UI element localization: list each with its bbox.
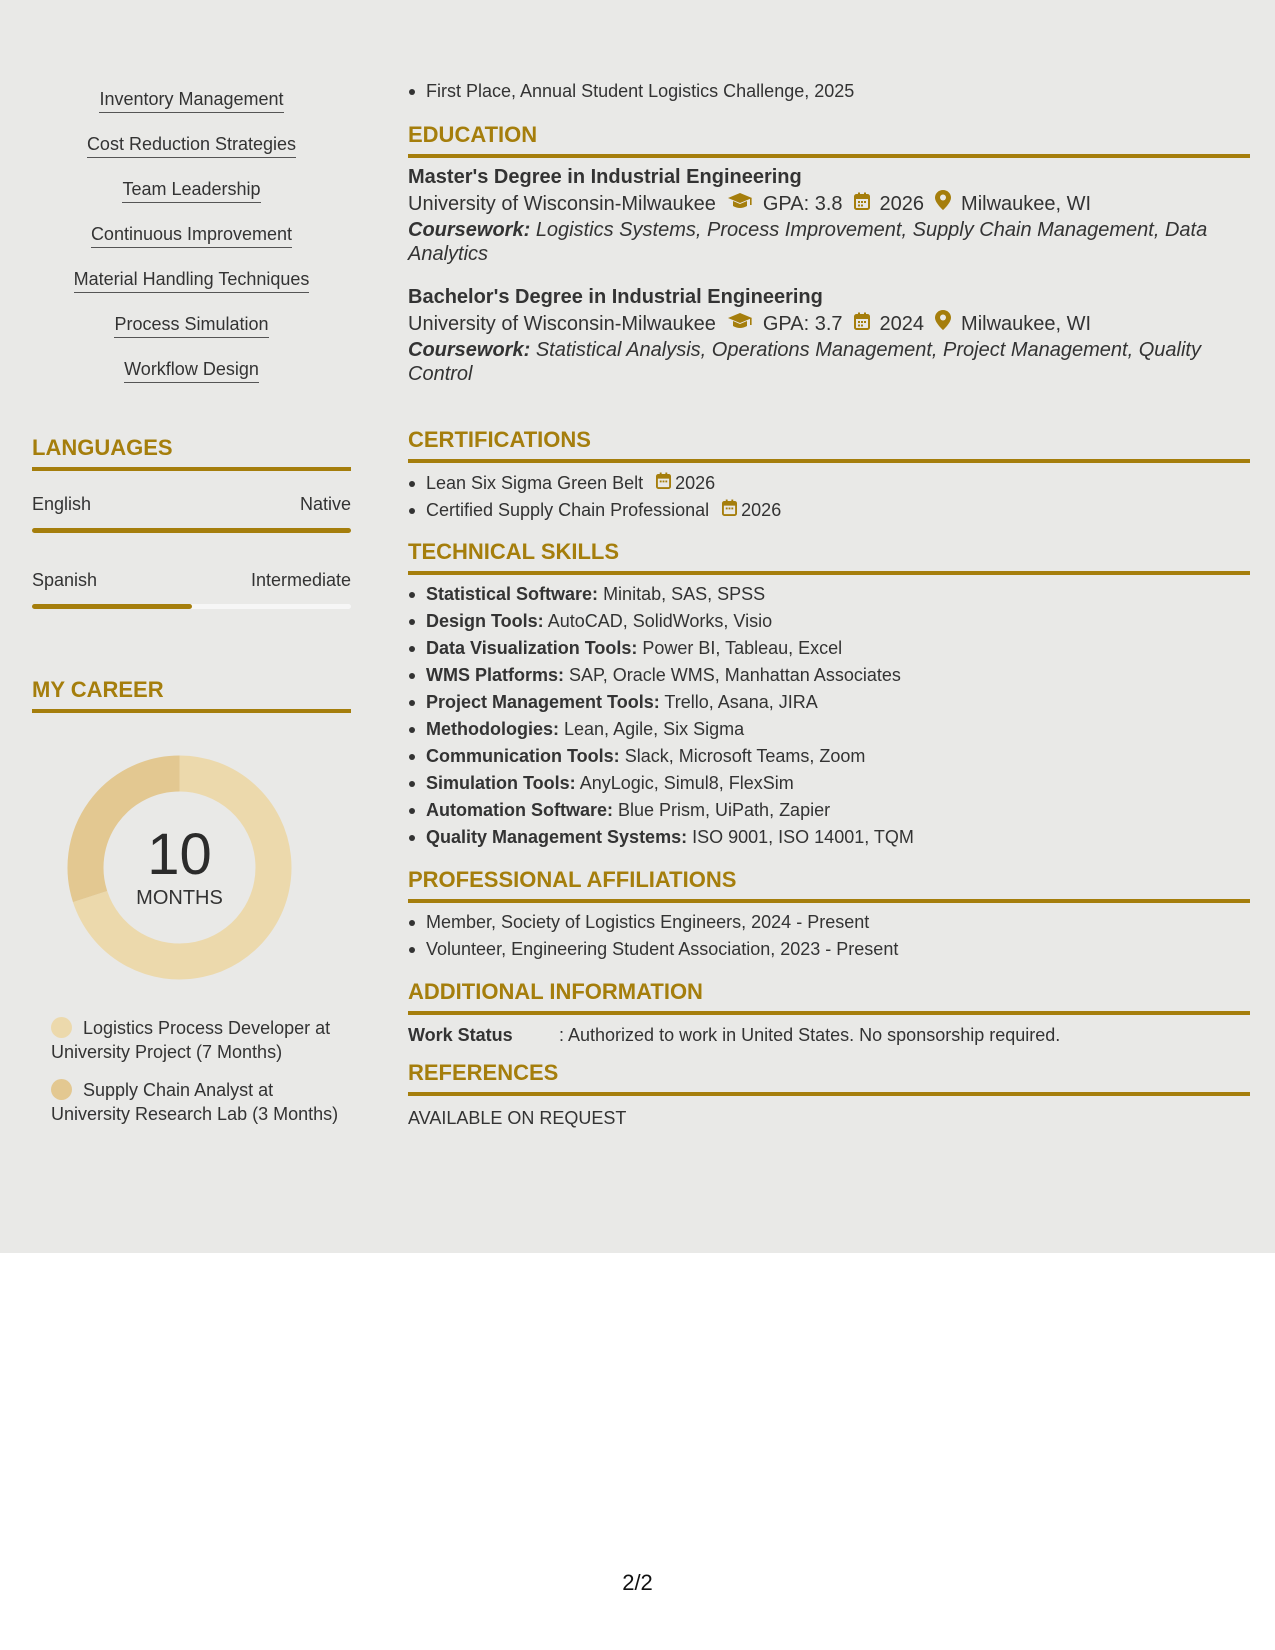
education-title: EDUCATION: [408, 122, 538, 147]
section-divider: [408, 1092, 1250, 1096]
career-title: MY CAREER: [32, 677, 164, 702]
affiliations-section: [408, 867, 1250, 963]
skill-values: Minitab, SAS, SPSS: [603, 584, 766, 604]
calendar-icon: [722, 497, 737, 524]
certification-year: 2026: [741, 500, 782, 520]
technical-skill-item: [408, 662, 1250, 689]
career-legend-label: Logistics Process Developer at University Project (7 Months): [51, 1018, 331, 1062]
skill-label: Inventory Management: [99, 88, 283, 113]
skill-item: [32, 223, 351, 268]
career-legend-item: [51, 1078, 341, 1126]
calendar-icon: [854, 190, 870, 218]
language-bar-fill: [32, 604, 192, 609]
skill-values: Trello, Asana, JIRA: [664, 692, 818, 712]
graduation-cap-icon: [727, 190, 753, 218]
career-total: 10: [147, 822, 212, 887]
certification-year: 2026: [675, 473, 716, 493]
skill-item: [32, 313, 351, 358]
career-legend-item: [51, 1016, 341, 1064]
technical-skills-section: [408, 539, 1250, 851]
school-location: Milwaukee, WI: [961, 313, 1092, 335]
skill-category: Data Visualization Tools:: [426, 638, 638, 658]
language-item: [32, 569, 351, 609]
coursework-label: Coursework:: [408, 339, 531, 361]
technical-skill-item: [408, 716, 1250, 743]
work-status-label: Work Status: [408, 1025, 513, 1045]
section-divider: [408, 154, 1250, 158]
legend-dot: [51, 1017, 72, 1038]
language-bar-fill: [32, 528, 351, 533]
degree-title: Master's Degree in Industrial Engineering: [408, 166, 802, 188]
certifications-title: CERTIFICATIONS: [408, 427, 591, 452]
skill-values: Power BI, Tableau, Excel: [642, 638, 843, 658]
technical-skills-title: TECHNICAL SKILLS: [408, 539, 620, 564]
skill-category: Automation Software:: [426, 800, 613, 820]
skill-label: Material Handling Techniques: [74, 268, 310, 293]
skill-values: Slack, Microsoft Teams, Zoom: [624, 746, 866, 766]
skill-label: Team Leadership: [122, 178, 260, 203]
career-section: [32, 677, 351, 713]
skill-category: Methodologies:: [426, 719, 559, 739]
coursework: [408, 218, 1250, 266]
degree-title: Bachelor's Degree in Industrial Engineering: [408, 286, 823, 308]
degree-details: [408, 190, 1250, 218]
education-section: [408, 122, 1250, 386]
graduation-year: 2024: [879, 313, 925, 335]
affiliations-title: PROFESSIONAL AFFILIATIONS: [408, 867, 737, 892]
skill-values: Blue Prism, UiPath, Zapier: [618, 800, 831, 820]
technical-skill-item: [408, 797, 1250, 824]
references-section: [408, 1060, 1250, 1130]
map-pin-icon: [935, 310, 951, 338]
work-status-value: : Authorized to work in United States. No sponsorship required.: [559, 1025, 1061, 1045]
technical-skill-item: [408, 608, 1250, 635]
skill-label: Workflow Design: [124, 358, 259, 383]
certification-item: [408, 470, 1250, 497]
skill-category: Statistical Software:: [426, 584, 599, 604]
technical-skill-item: [408, 689, 1250, 716]
skill-category: Quality Management Systems:: [426, 827, 688, 847]
skill-category: WMS Platforms:: [426, 665, 565, 685]
section-divider: [408, 899, 1250, 903]
language-level: Native: [299, 494, 351, 514]
work-status: [408, 1023, 1250, 1047]
coursework-label: Coursework:: [408, 219, 531, 241]
map-pin-icon: [935, 190, 951, 218]
education-entry: [408, 164, 1250, 266]
skill-category: Project Management Tools:: [426, 692, 660, 712]
skill-item: [32, 88, 351, 133]
languages-title: LANGUAGES: [32, 435, 173, 460]
legend-dot: [51, 1079, 72, 1100]
affiliation-item: Volunteer, Engineering Student Association, 2023 - Present: [408, 936, 1250, 963]
languages-section: [32, 435, 351, 609]
skill-item: [32, 358, 351, 403]
skill-values: AnyLogic, Simul8, FlexSim: [579, 773, 794, 793]
technical-skill-item: [408, 824, 1250, 851]
language-name: English: [32, 494, 92, 514]
skill-category: Design Tools:: [426, 611, 544, 631]
technical-skill-item: [408, 635, 1250, 662]
technical-skill-item: [408, 581, 1250, 608]
page-number: 2/2: [622, 1570, 653, 1595]
school-name: University of Wisconsin-Milwaukee: [408, 313, 716, 335]
language-name: Spanish: [32, 570, 98, 590]
technical-skill-item: [408, 743, 1250, 770]
career-unit: MONTHS: [136, 887, 223, 909]
school-location: Milwaukee, WI: [961, 193, 1092, 215]
section-divider: [32, 467, 351, 471]
skill-category: Communication Tools:: [426, 746, 620, 766]
school-name: University of Wisconsin-Milwaukee: [408, 193, 716, 215]
skill-values: ISO 9001, ISO 14001, TQM: [692, 827, 914, 847]
calendar-icon: [854, 310, 870, 338]
skill-label: Cost Reduction Strategies: [87, 133, 296, 158]
skill-label: Process Simulation: [114, 313, 268, 338]
graduation-year: 2026: [879, 193, 925, 215]
gpa: GPA: 3.8: [762, 193, 843, 215]
additional-info-title: ADDITIONAL INFORMATION: [408, 979, 703, 1004]
career-legend-label: Supply Chain Analyst at University Research Lab (3 Months): [51, 1080, 339, 1124]
coursework-text: Logistics Systems, Process Improvement, Supply Chain Management, Data Analytics: [408, 219, 1208, 265]
coursework-text: Statistical Analysis, Operations Management, Project Management, Quality Control: [408, 339, 1201, 385]
affiliation-item: Member, Society of Logistics Engineers, 2024 - Present: [408, 909, 1250, 936]
section-divider: [408, 1011, 1250, 1015]
language-bar: [32, 604, 351, 609]
skill-item: [32, 133, 351, 178]
certification-item: [408, 497, 1250, 524]
language-item: [32, 493, 351, 533]
language-level: Intermediate: [250, 570, 351, 590]
skill-label: Continuous Improvement: [91, 223, 292, 248]
section-divider: [32, 709, 351, 713]
skill-item: [32, 268, 351, 313]
coursework: [408, 338, 1250, 386]
graduation-cap-icon: [727, 310, 753, 338]
certification-name: Certified Supply Chain Professional: [426, 500, 710, 520]
technical-skill-item: [408, 770, 1250, 797]
skill-values: AutoCAD, SolidWorks, Visio: [547, 611, 773, 631]
degree-details: [408, 310, 1250, 338]
career-donut: [67, 755, 292, 980]
section-divider: [408, 459, 1250, 463]
skill-item: [32, 178, 351, 223]
awards-list: [408, 78, 1250, 105]
skills-list: [32, 88, 351, 403]
references-title: REFERENCES: [408, 1060, 559, 1085]
education-entry: [408, 284, 1250, 386]
skill-category: Simulation Tools:: [426, 773, 576, 793]
language-bar: [32, 528, 351, 533]
skill-values: Lean, Agile, Six Sigma: [564, 719, 745, 739]
certification-name: Lean Six Sigma Green Belt: [426, 473, 644, 493]
skill-values: SAP, Oracle WMS, Manhattan Associates: [569, 665, 901, 685]
section-divider: [408, 571, 1250, 575]
additional-info-section: [408, 979, 1250, 1047]
gpa: GPA: 3.7: [762, 313, 843, 335]
certifications-section: [408, 427, 1250, 524]
calendar-icon: [656, 470, 671, 497]
references-value: AVAILABLE ON REQUEST: [408, 1108, 627, 1128]
award-item: First Place, Annual Student Logistics Challenge, 2025: [408, 78, 1250, 105]
career-legend: [51, 1016, 341, 1140]
